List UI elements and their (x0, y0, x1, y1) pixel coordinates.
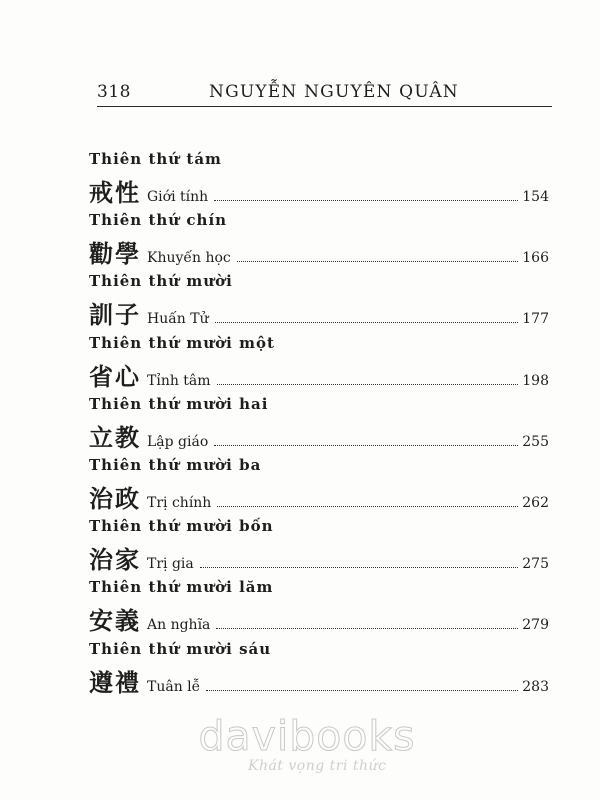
toc-section (89, 456, 549, 517)
section-title: Thiên thứ chín (89, 211, 228, 230)
vietnamese-title: Khuyến học (147, 250, 231, 267)
section-title: Thiên thứ tám (89, 150, 222, 168)
page-header (97, 82, 552, 107)
vietnamese-title: Giới tính (147, 189, 209, 205)
chinese-title: 安義 (89, 606, 141, 636)
chinese-title: 立教 (89, 422, 141, 452)
dot-leader (217, 505, 518, 507)
toc-entry (89, 667, 549, 697)
toc-section (89, 334, 549, 395)
toc-page-number: 283 (522, 678, 549, 695)
table-of-contents (89, 150, 549, 701)
dot-leader (217, 383, 519, 385)
toc-page-number: 279 (522, 617, 549, 634)
vietnamese-title: Trị gia (147, 556, 194, 573)
chinese-title: 戒性 (89, 178, 141, 207)
toc-section (89, 211, 549, 272)
dot-leader (214, 444, 518, 446)
vietnamese-title: Tuân lễ (147, 678, 201, 695)
toc-entry (89, 361, 549, 391)
dot-leader (214, 199, 518, 201)
dot-leader (237, 260, 518, 262)
page-number: 318 (97, 82, 131, 102)
vietnamese-title: Trị chính (147, 494, 212, 511)
toc-page-number: 262 (522, 494, 549, 511)
chinese-title: 省心 (89, 361, 141, 391)
section-title: Thiên thứ mười một (89, 333, 275, 352)
toc-page-number: 275 (522, 556, 549, 573)
chinese-title: 治政 (89, 483, 141, 513)
section-title: Thiên thứ mười lăm (89, 578, 274, 597)
dot-leader (206, 689, 518, 691)
toc-page-number: 166 (522, 250, 549, 267)
vietnamese-title: An nghĩa (147, 617, 211, 634)
toc-section (89, 272, 549, 333)
dot-leader (216, 627, 518, 629)
vietnamese-title: Tỉnh tâm (147, 372, 211, 389)
toc-entry (89, 605, 549, 635)
watermark-brand: davibooks (198, 712, 416, 760)
toc-page-number: 154 (522, 189, 549, 205)
chinese-title: 遵禮 (89, 667, 141, 697)
toc-entry (89, 238, 549, 268)
vietnamese-title: Huấn Tử (147, 311, 209, 328)
chinese-title: 勸學 (89, 239, 141, 269)
toc-page-number: 198 (522, 372, 549, 389)
dot-leader (200, 566, 519, 568)
toc-entry (89, 483, 549, 513)
toc-entry (89, 299, 549, 329)
section-title: Thiên thứ mười hai (89, 394, 269, 413)
toc-page-number: 177 (522, 311, 549, 328)
dot-leader (215, 321, 519, 323)
toc-section (89, 640, 549, 701)
toc-section (89, 395, 549, 456)
toc-entry (89, 177, 549, 207)
section-title: Thiên thứ mười bốn (89, 517, 274, 536)
section-title: Thiên thứ mười ba (89, 455, 262, 474)
section-title: Thiên thứ mười sáu (89, 639, 272, 658)
watermark-tagline: Khát vọng tri thức (248, 758, 387, 774)
toc-section (89, 150, 549, 211)
vietnamese-title: Lập giáo (147, 433, 209, 450)
toc-entry (89, 544, 549, 574)
section-title: Thiên thứ mười (89, 272, 233, 291)
chinese-title: 治家 (89, 545, 141, 575)
toc-page-number: 255 (522, 433, 549, 450)
toc-section (89, 578, 549, 639)
toc-section (89, 517, 549, 578)
toc-entry (89, 422, 549, 452)
chinese-title: 訓子 (89, 300, 141, 330)
running-title: NGUYỄN NGUYÊN QUÂN (209, 82, 459, 102)
